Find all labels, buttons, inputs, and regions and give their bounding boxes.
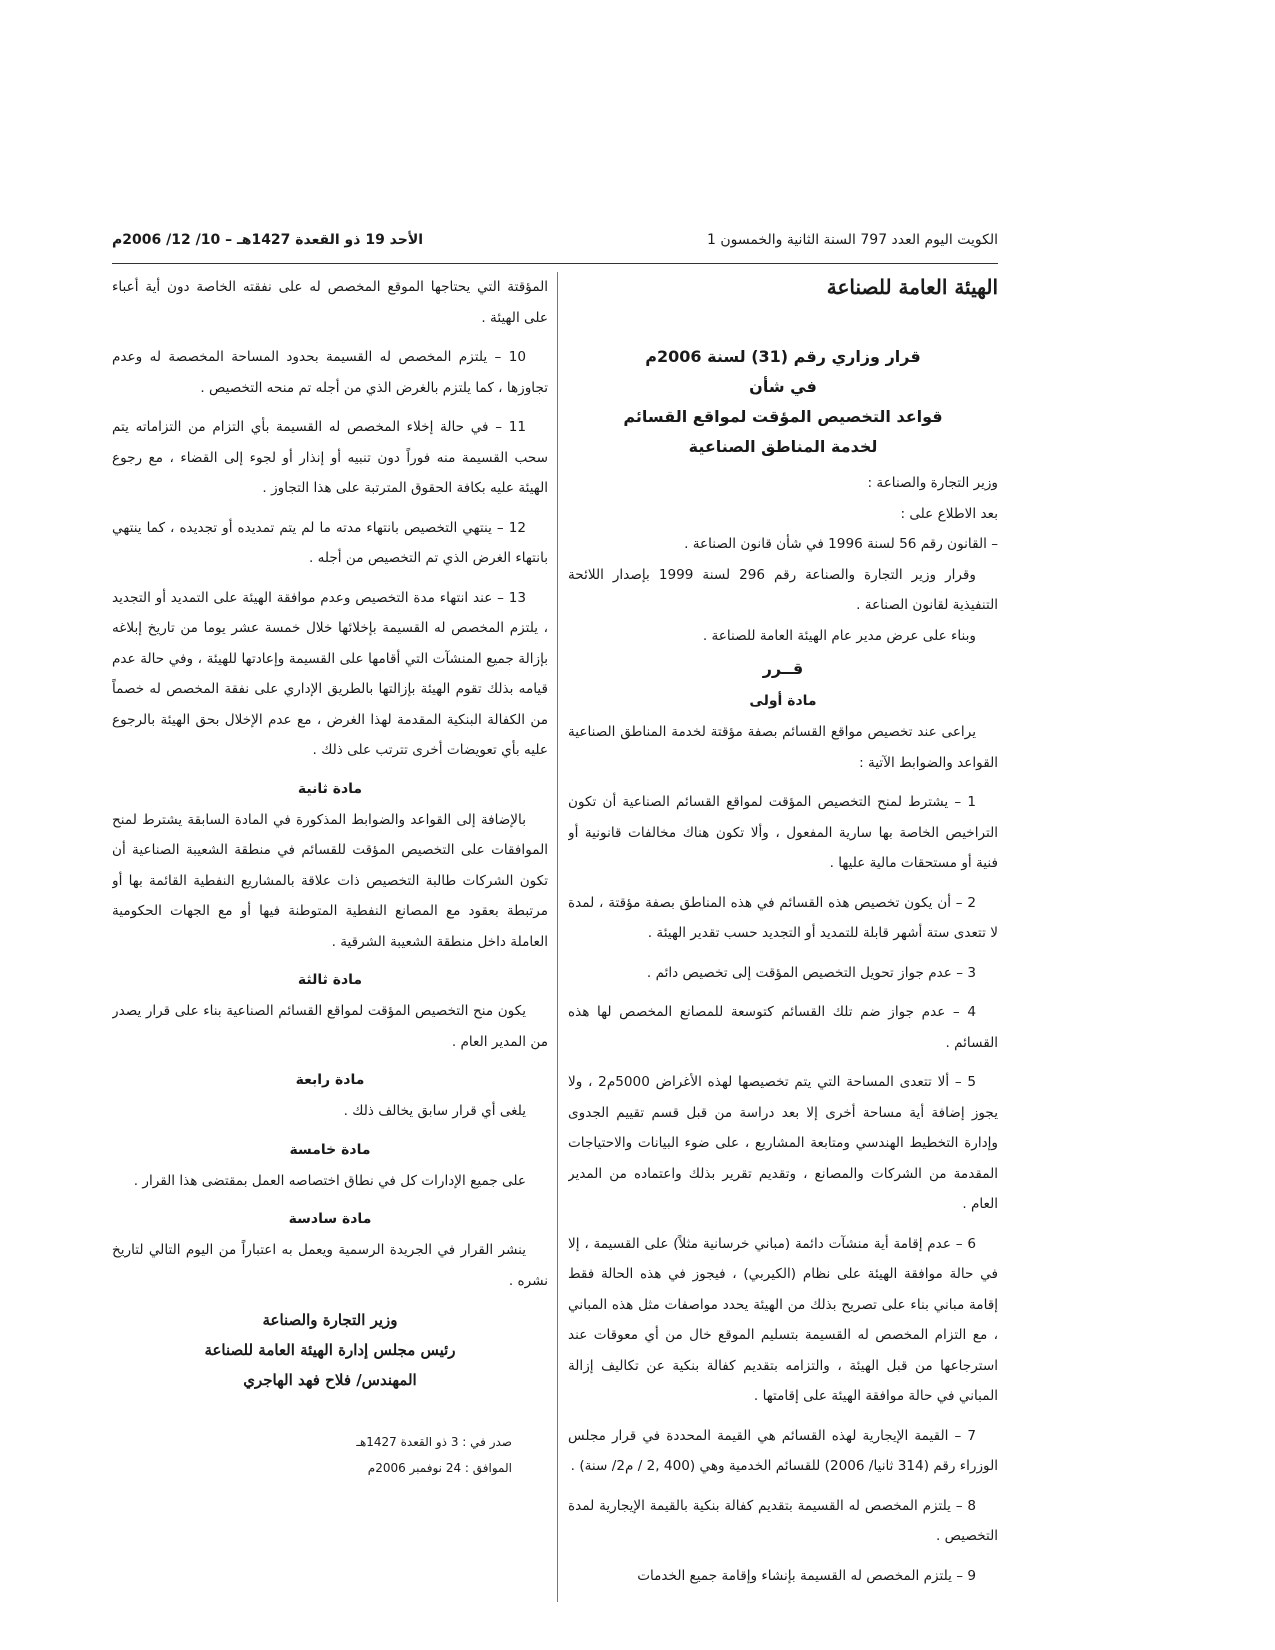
article-1-item-2: 2 – أن يكون تخصيص هذه القسائم في هذه المناطق بصفة مؤقتة ، لمدة لا تتعدى ستة أشهر قابلة للتمديد أو التجديد حسب تقدير الهيئة . xyxy=(568,894,998,941)
preamble-after-reviewing: بعد الاطلاع على : xyxy=(900,505,998,522)
preamble-law: – القانون رقم 56 لسنة 1996 في شأن قانون الصناعة . xyxy=(684,536,998,552)
organization-title: الهيئة العامة للصناعة xyxy=(826,275,998,299)
decree-subject-continued: لخدمة المناطق الصناعية xyxy=(688,437,878,456)
article-1-item-11: 11 – في حالة إخلاء المخصص له القسيمة بأي التزام من التزاماته يتم سحب القسيمة منه فوراً دون تنبيه أو إنذار أو لجوء إلى القضاء ، مع رجوع الهيئة عليه بكافة الحقوق المترتبة على هذا التجاوز . xyxy=(112,419,548,496)
decree-regarding: في شأن xyxy=(749,377,817,396)
article-1-item-9-continued: المؤقتة التي يحتاجها الموقع المخصص له على نفقته الخاصة دون أية أعباء على الهيئة . xyxy=(112,279,548,326)
left-column xyxy=(112,272,548,1592)
decree-number: قرار وزاري رقم (31) لسنة 2006م xyxy=(645,347,921,366)
article-5-text: على جميع الإدارات كل في نطاق اختصاصه العمل بمقتضى هذا القرار . xyxy=(133,1172,526,1189)
article-1-item-12: 12 – ينتهي التخصيص بانتهاء مدته ما لم يتم تمديده أو تجديده ، كما ينتهي بانتهاء الغرض الذي تم التخصيص من أجله . xyxy=(112,519,548,566)
preamble-ministerial-decision: وقرار وزير التجارة والصناعة رقم 296 لسنة 1999 بإصدار اللائحة التنفيذية لقانون الصناعة . xyxy=(568,566,998,613)
signatory-name: المهندس/ فلاح فهد الهاجري xyxy=(243,1371,417,1389)
page-header xyxy=(112,228,998,264)
decree-subject: قواعد التخصيص المؤقت لمواقع القسائم xyxy=(623,407,943,426)
signatory-title: وزير التجارة والصناعة xyxy=(262,1311,398,1329)
issued-gregorian-date: الموافق : 24 نوفمبر 2006م xyxy=(367,1461,512,1475)
article-1-heading: مادة أولى xyxy=(749,693,817,709)
article-1-item-13: 13 – عند انتهاء مدة التخصيص وعدم موافقة الهيئة على التمديد أو التجديد ، يلتزم المخصص له القسيمة بإخلائها خلال خمسة عشر يوما من تاريخ إبلاغه بإزالة جميع المنشآت التي أقامها على القسيمة وإعادتها للهيئة ، وفي حالة عدم قيامه بذلك تقوم الهيئة بإزالتها بالطريق الإداري على نفقة المخصص له خصماً من الكفالة البنكية المقدمة لهذا الغرض ، مع عدم الإخلال بحق الهيئة بالرجوع عليه بأي تعويضات أخرى تترتب على ذلك . xyxy=(112,589,548,758)
article-1-item-4: 4 – عدم جواز ضم تلك القسائم كتوسعة للمصانع المخصص لها هذه القسائم . xyxy=(568,1004,998,1051)
issued-hijri-date: صدر في : 3 ذو القعدة 1427هـ xyxy=(356,1435,512,1449)
article-4-heading: مادة رابعة xyxy=(295,1072,365,1088)
article-6-heading: مادة سادسة xyxy=(288,1211,372,1227)
article-1-item-7: 7 – القيمة الإيجارية لهذه القسائم هي القيمة المحددة في قرار مجلس الوزراء رقم (314 ثانيا/ 2006) للقسائم الخدمية وهي (400 ,2 / م2/ سنة) . xyxy=(568,1427,998,1474)
column-divider xyxy=(557,272,558,1602)
gazette-date: الأحد 19 ذو القعدة 1427هـ – 10/ 12/ 2006م xyxy=(112,232,424,248)
article-4-text: يلغى أي قرار سابق يخالف ذلك . xyxy=(343,1103,526,1119)
article-3-text: يكون منح التخصيص المؤقت لمواقع القسائم الصناعية بناء على قرار يصدر من المدير العام . xyxy=(112,1003,548,1050)
right-column xyxy=(568,272,998,1592)
article-1-item-1: 1 – يشترط لمنح التخصيص المؤقت لمواقع القسائم الصناعية أن تكون التراخيص الخاصة بها سارية المفعول ، وألا تكون هناك مخالفات قانونية أو فنية أو مستحقات مالية عليها . xyxy=(568,794,998,871)
article-1-item-6: 6 – عدم إقامة أية منشآت دائمة (مباني خرسانية مثلاً) على القسيمة ، إلا في حالة موافقة الهيئة على نظام (الكيربي) ، فيجوز في هذه الحالة فقط إقامة مباني بناء على تصريح بذلك من الهيئة يحدد مواصفات مثل هذه المباني ، مع التزام المخصص له القسيمة بتسليم الموقع خال من أي معوقات عند استرجاعها من قبل الهيئة ، والتزامه بتقديم كفالة بنكية عن تكاليف إزالة المباني في حالة موافقة الهيئة على إقامتها . xyxy=(568,1235,998,1404)
issue-date-block xyxy=(112,1429,548,1481)
article-3-heading: مادة ثالثة xyxy=(297,972,363,988)
preamble-based-on: وبناء على عرض مدير عام الهيئة العامة للصناعة . xyxy=(702,627,976,644)
article-2-text: بالإضافة إلى القواعد والضوابط المذكورة في المادة السابقة يشترط لمنح الموافقات على التخصيص المؤقت للقسائم في منطقة الشعيبة الصناعية أن تكون الشركات طالبة التخصيص ذات علاقة بالمشاريع النفطية القائمة بها أو مرتبطة بعقود مع المصانع النفطية المتوطنة فيها أو مع الجهات الحكومية العاملة داخل منطقة الشعيبة الشرقية . xyxy=(112,811,548,950)
article-1-item-9: 9 – يلتزم المخصص له القسيمة بإنشاء وإقامة جميع الخدمات xyxy=(637,1567,976,1584)
article-1-item-8: 8 – يلتزم المخصص له القسيمة بتقديم كفالة بنكية بالقيمة الإيجارية لمدة التخصيص . xyxy=(568,1497,998,1544)
preamble-minister: وزير التجارة والصناعة : xyxy=(867,475,998,491)
decree-title xyxy=(568,342,998,462)
article-2-heading: مادة ثانية xyxy=(297,780,363,797)
article-1-item-10: 10 – يلتزم المخصص له القسيمة بحدود المساحة المخصصة له وعدم تجاوزها ، كما يلتزم بالغرض الذي من أجله تم منحه التخصيص . xyxy=(112,349,548,396)
signature-block xyxy=(112,1305,548,1395)
gazette-issue-info: الكويت اليوم العدد 797 السنة الثانية والخمسون 1 xyxy=(706,232,998,248)
article-1-intro: يراعى عند تخصيص مواقع القسائم بصفة مؤقتة لخدمة المناطق الصناعية القواعد والضوابط الآتية : xyxy=(568,724,998,771)
decided-heading: قــرر xyxy=(762,659,804,678)
signatory-board-title: رئيس مجلس إدارة الهيئة العامة للصناعة xyxy=(204,1341,456,1359)
article-6-text: ينشر القرار في الجريدة الرسمية ويعمل به اعتباراً من اليوم التالي لتاريخ نشره . xyxy=(112,1242,548,1289)
article-1-item-5: 5 – ألا تتعدى المساحة التي يتم تخصيصها لهذه الأغراض 5000م2 ، ولا يجوز إضافة أية مساحة أخرى إلا بعد دراسة من قبل قسم تقييم الجدوى وإدارة التخطيط الهندسي ومتابعة المشاريع ، على ضوء البيانات والاحتياجات المقدمة من الشركات والمصانع ، وتقديم تقرير بذلك واعتماده من المدير العام . xyxy=(568,1074,998,1212)
article-5-heading: مادة خامسة xyxy=(289,1141,371,1158)
article-1-item-3: 3 – عدم جواز تحويل التخصيص المؤقت إلى تخصيص دائم . xyxy=(646,964,976,981)
